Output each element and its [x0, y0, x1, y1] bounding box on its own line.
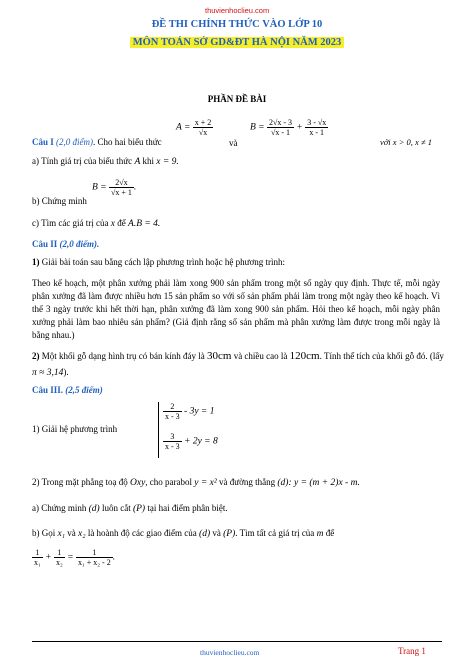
title-line-1	[0, 19, 474, 30]
q3a-end: tại hai điểm phân biệt.	[147, 503, 228, 513]
q3-p2-parabola: y = x²	[194, 478, 217, 488]
expr-b-f1-num: 2√x - 3	[268, 118, 293, 127]
q3-p2-and: và đường thẳng	[218, 477, 276, 487]
q1b-text: b) Chứng minh	[32, 196, 87, 206]
footer-site[interactable]: thuvienhoclieu.com	[200, 648, 260, 657]
expr-b-frac-1	[267, 118, 294, 137]
q3a-line	[32, 502, 228, 515]
sys2-rest: + 2y = 8	[184, 436, 218, 447]
eq-f1-den: x₁	[34, 558, 41, 567]
sys1-frac	[163, 402, 182, 421]
q2-p2-line-1	[32, 350, 444, 362]
q2-p2-radius: 30cm	[206, 350, 232, 362]
sys1-rest: - 3y = 1	[184, 406, 215, 417]
q2-head: Câu II	[32, 239, 58, 249]
q3b-equation	[32, 548, 115, 567]
q1-and: và	[229, 138, 238, 148]
title-line-2	[0, 37, 474, 48]
q3a-mid: luôn cắt	[101, 503, 131, 513]
eq-f1-num: 1	[35, 548, 40, 557]
expr-b-f2-den: x - 1	[305, 127, 328, 137]
expr-a-num: x + 2	[194, 118, 212, 127]
eq-f3-den: x₁ + x₂ - 2	[77, 558, 111, 567]
q1b-lhs: B =	[92, 182, 107, 193]
q3b-mid: là hoành độ các giao điểm của	[87, 528, 197, 538]
q3-head-line	[32, 384, 103, 396]
q1b-num: 2√x	[115, 178, 128, 187]
q1c-mid: để	[117, 218, 126, 228]
eq-f2-den: x₂	[55, 558, 63, 567]
q1a-line	[32, 155, 179, 168]
q2-points: (2,0 điểm).	[59, 239, 100, 249]
sys2-frac	[163, 432, 182, 451]
q3a-text: a) Chứng minh	[32, 503, 87, 513]
q2-head-line	[32, 238, 99, 250]
expr-b-f2-num: 3 - √x	[307, 118, 327, 127]
eq-plus: +	[45, 552, 52, 563]
header-site	[205, 6, 269, 15]
q2-p2-height: 120cm	[289, 350, 320, 362]
q1c-eq: A.B = 4.	[128, 219, 161, 229]
q1-intro: . Cho hai biểu thức	[93, 137, 162, 147]
q3b-d: (d)	[199, 529, 211, 539]
q3-p2-line	[32, 476, 360, 489]
q3-p2-text: 2) Trong mặt phẳng toạ độ	[32, 477, 128, 487]
q3-points: (2,5 điểm)	[65, 385, 103, 395]
q1b-frac	[109, 178, 137, 197]
eq-f3-num: 1	[92, 548, 97, 557]
q1c-text: c) Tìm các giá trị của	[32, 218, 109, 228]
title-2-text: MÔN TOÁN SỞ GD&ĐT HÀ NỘI NĂM 2023	[130, 37, 345, 48]
q3b-p: (P)	[223, 529, 236, 539]
q2-p1-body: Theo kế hoạch, một phân xưởng phải làm xong 900 sản phẩm trong một số ngày quy định. Thực tế, mỗi ngày phân xưởng đã làm được nhiều hơn 15 sản phẩm so với số sản phẩm phải làm trong một ngày theo kế hoạch. Vì thế 3 ngày trước khi hết thời hạn, phân xưởng đã làm xong 900 sản phẩm. Hỏi theo kế hoạch, mỗi ngày phân xưởng phải làm bao nhiêu sản phẩm? (Giả định rằng số sản phẩm mà phân xưởng làm được trong mỗi ngày là bằng nhau.)	[32, 278, 440, 340]
q1c-line	[32, 217, 160, 230]
q3a-p: (P)	[132, 504, 146, 514]
system-eq-2	[163, 432, 218, 451]
q2-p2-end: . Tính thể tích của khối gỗ đó. (lấy	[319, 351, 444, 361]
q3b-and2: và	[212, 528, 221, 538]
q1-expr-b	[250, 118, 328, 137]
q2-p2-text: Một khối gỗ dạng hình trụ có bán kính đáy là	[41, 351, 205, 361]
q2-p2-mid: và chiều cao là	[233, 351, 288, 361]
eq-end: .	[112, 552, 116, 563]
q3a-d: (d)	[88, 504, 100, 514]
q3-p2-oxy: Oxy	[130, 478, 146, 488]
eq-f2-num: 1	[57, 548, 62, 557]
expr-a-lhs: A =	[176, 122, 191, 133]
expr-a-den: √x	[193, 127, 214, 137]
sys2-num: 3	[170, 432, 175, 441]
expr-a-frac	[193, 118, 214, 137]
section-title: PHẦN ĐỀ BÀI	[207, 94, 267, 104]
system-brace	[158, 402, 159, 458]
system-eq-1	[163, 402, 214, 421]
q2-p1-text: Giải bài toán sau bằng cách lập phương trình hoặc hệ phương trình:	[41, 257, 285, 267]
eq-frac-2	[54, 548, 65, 567]
q1a-val: x = 9.	[156, 157, 179, 167]
sys2-den: x - 3	[165, 442, 180, 451]
q3b-text: b) Gọi	[32, 528, 56, 538]
q3-p2-mid: , cho parabol	[145, 477, 193, 487]
eq-equals: =	[67, 552, 74, 563]
expr-b-plus: +	[296, 122, 303, 133]
header-site-name: thuvienhoclieu	[205, 6, 253, 15]
q3-p1-text: 1) Giải hệ phương trình	[32, 424, 118, 434]
q1-condition: với x > 0, x ≠ 1	[380, 137, 432, 147]
q3b-x2: x₂	[78, 529, 86, 539]
q1b-expr	[92, 178, 136, 197]
q2-p1-label: 1)	[32, 257, 40, 267]
q1a-text: a) Tính giá trị của biểu thức	[32, 156, 133, 166]
q3-p2-line-eq: (d): y = (m + 2)x - m.	[277, 478, 360, 488]
q1b-den: √x + 1	[110, 188, 132, 197]
q3b-m: m	[316, 529, 324, 539]
expr-b-lhs: B =	[250, 122, 265, 133]
q2-p2-line-2	[32, 366, 69, 379]
expr-b-f1-den: √x - 1	[267, 127, 294, 137]
footer-rule	[32, 641, 442, 642]
q3b-end2: để	[325, 528, 335, 538]
q3b-and: và	[67, 528, 76, 538]
q2-p1-line	[32, 256, 285, 268]
q1c-var: x	[110, 219, 116, 229]
expr-b-frac-2	[305, 118, 328, 137]
eq-frac-3	[76, 548, 116, 567]
q3b-x1: x₁	[57, 529, 66, 539]
sys1-num: 2	[170, 402, 175, 411]
q1-head: Câu I	[32, 137, 54, 147]
q2-p2-pi: π ≈ 3,14	[32, 368, 64, 378]
q3-head: Câu III.	[32, 385, 64, 395]
q1-intro-line	[32, 136, 162, 148]
q1-expr-a	[176, 118, 213, 137]
q2-p2-close: ).	[63, 367, 69, 377]
q1-points: (2,0 điểm)	[56, 137, 94, 147]
q3b-line	[32, 527, 334, 540]
q1b-end: .	[133, 182, 137, 193]
title-1-text: ĐỀ THI CHÍNH THỨC VÀO LỚP 10	[151, 19, 323, 30]
q1a-var: A	[134, 157, 141, 167]
eq-frac-1	[32, 548, 43, 567]
sys1-den: x - 3	[165, 412, 180, 421]
q3b-end: . Tìm tất cả giá trị của	[235, 528, 315, 538]
q2-p2-label: 2)	[32, 351, 40, 361]
footer-page-number: Trang 1	[398, 646, 426, 656]
header-site-suffix: .com	[252, 6, 270, 15]
q1a-when: khi	[142, 156, 155, 166]
